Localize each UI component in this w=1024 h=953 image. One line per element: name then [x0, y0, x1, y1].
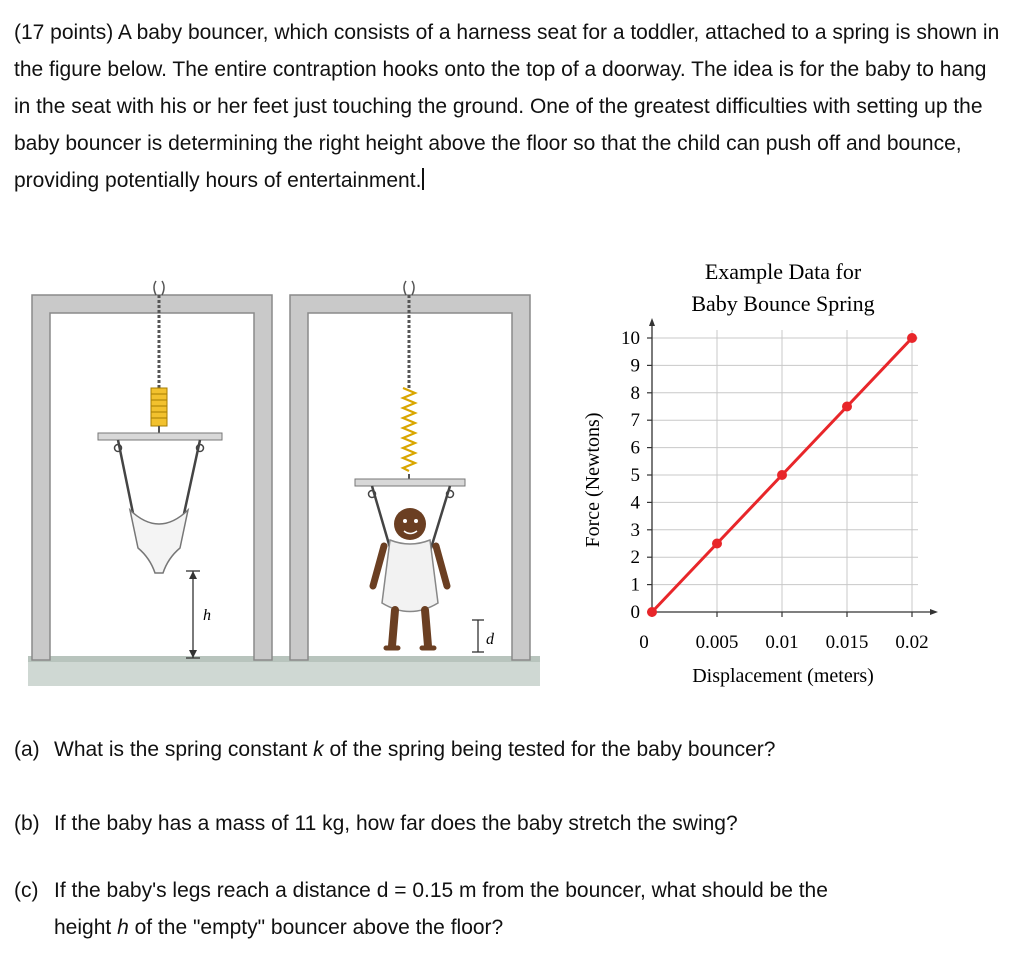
- question-c-var: h: [117, 916, 129, 939]
- x-tick-label: 0.02: [895, 632, 929, 653]
- question-a-var: k: [313, 738, 324, 761]
- problem-intro: [14, 14, 1004, 199]
- data-point: [842, 402, 852, 412]
- y-tick-label: 0: [630, 602, 640, 623]
- chart-title-line2: Baby Bounce Spring: [691, 291, 875, 316]
- question-c-text-2: of the "empty" bouncer above the floor?: [128, 916, 504, 939]
- question-c-label: (c): [14, 879, 39, 902]
- x-tick-label: 0.005: [695, 632, 739, 653]
- floor: [28, 660, 540, 686]
- y-tick-label: 2: [630, 547, 640, 569]
- x-tick-label: 0: [639, 632, 649, 653]
- question-a-label: (a): [14, 738, 40, 761]
- data-point: [907, 333, 917, 343]
- figure: [0, 248, 1024, 698]
- x-tick-labels: [639, 612, 928, 653]
- text-cursor: [422, 168, 424, 190]
- question-a: [14, 731, 1004, 768]
- stretched-spring-icon: [403, 388, 415, 471]
- y-tick-label: 6: [630, 437, 640, 459]
- force-displacement-chart: [582, 259, 938, 687]
- question-b-text: If the baby has a mass of 11 kg, how far does the baby stretch the swing?: [54, 812, 738, 835]
- question-b: [14, 805, 1004, 842]
- data-point: [712, 539, 722, 549]
- figure-svg: [0, 248, 1024, 698]
- y-tick-labels: [621, 328, 652, 623]
- bouncer-bar: [355, 479, 465, 486]
- label-d: d: [486, 631, 494, 648]
- x-axis-label: Displacement (meters): [692, 665, 874, 687]
- data-point: [647, 607, 657, 617]
- y-axis-arrow-icon: [649, 318, 655, 326]
- x-tick-label: 0.01: [765, 632, 799, 653]
- bouncer-bar: [98, 433, 222, 440]
- y-tick-label: 8: [630, 382, 640, 404]
- x-tick-label: 0.015: [825, 632, 869, 653]
- question-c-line2: [14, 909, 1004, 946]
- question-b-label: (b): [14, 812, 40, 835]
- x-axis-arrow-icon: [930, 609, 938, 615]
- question-a-text-1: What is the spring constant: [54, 738, 314, 761]
- question-c-text-1: height: [54, 916, 118, 939]
- y-tick-label: 4: [630, 492, 640, 514]
- y-tick-label: 7: [630, 410, 640, 432]
- doorway-empty: [32, 281, 272, 660]
- baby-body-icon: [382, 540, 438, 612]
- data-point: [777, 470, 787, 480]
- y-tick-label: 1: [630, 574, 640, 596]
- question-c-line1: If the baby's legs reach a distance d = 0.15 m from the bouncer, what should be the: [54, 879, 828, 902]
- chart-title-line1: Example Data for: [704, 259, 862, 284]
- baby-head-icon: [394, 508, 426, 540]
- y-tick-label: 5: [630, 465, 640, 486]
- doorway-with-baby: [290, 281, 530, 660]
- y-tick-label: 3: [630, 519, 640, 541]
- y-tick-label: 9: [630, 355, 640, 377]
- label-h: h: [203, 607, 211, 624]
- y-tick-label: 10: [621, 328, 640, 349]
- question-c: [14, 872, 1004, 946]
- harness-seat-icon: [130, 510, 188, 573]
- y-axis-label: Force (Newtons): [582, 412, 604, 548]
- question-a-text-2: of the spring being tested for the baby bouncer?: [323, 738, 776, 761]
- problem-intro-text: (17 points) A baby bouncer, which consists of a harness seat for a toddler, attached to a spring is shown in the figure below. The entire contraption hooks onto the top of a doorway. The idea is for the baby to hang in the seat with his or her feet just touching the ground. One of the greatest difficulties with setting up the baby bouncer is determining the right height above the floor so that the child can push off and bounce, providing potentially hours of entertainment.: [14, 21, 1000, 192]
